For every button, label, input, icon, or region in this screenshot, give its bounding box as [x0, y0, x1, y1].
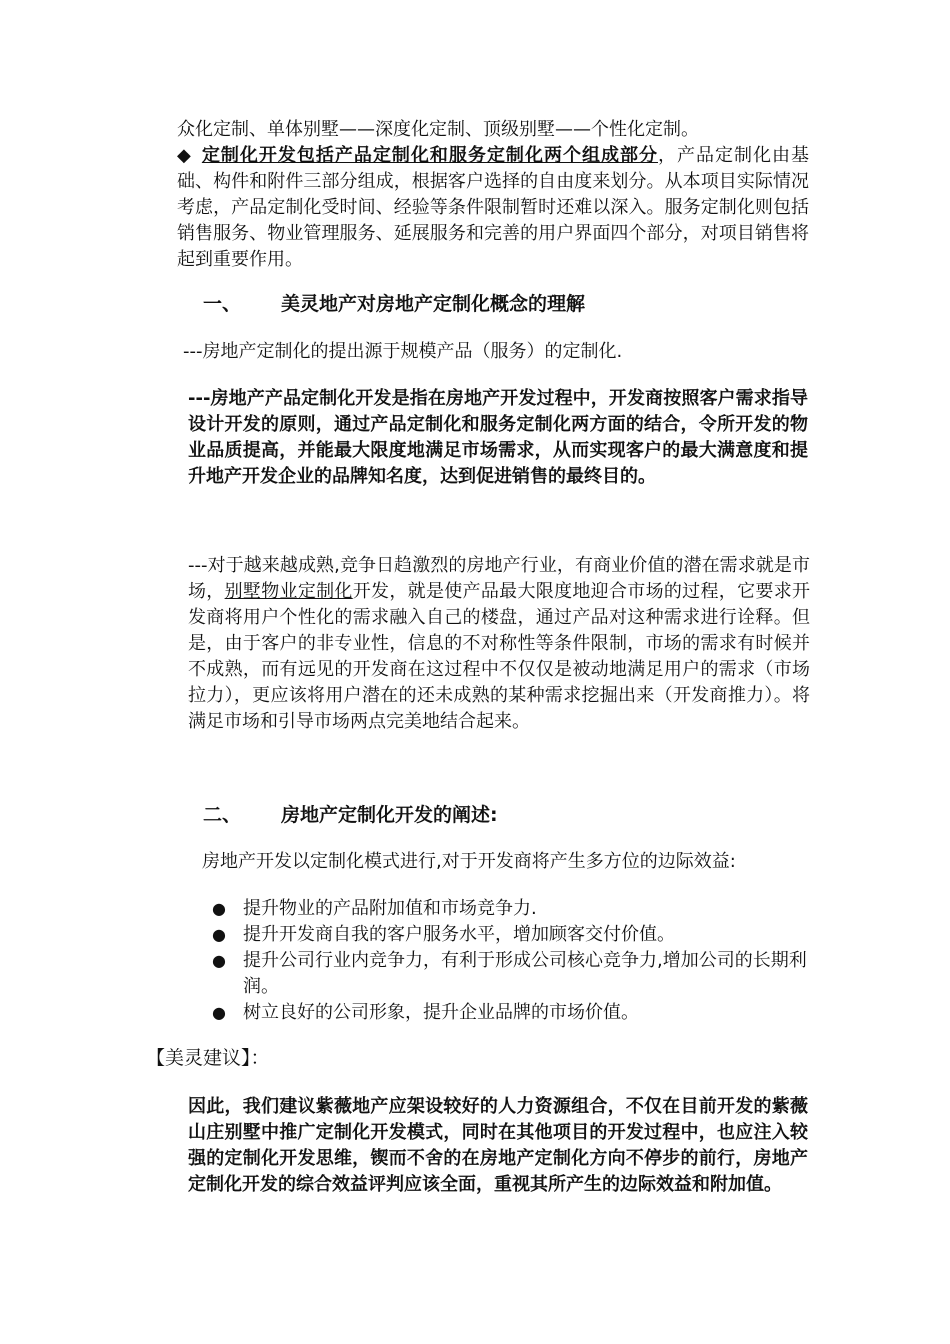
- bullet-dot-icon: ●: [212, 951, 226, 970]
- section2-intro: 房地产开发以定制化模式进行,对于开发商将产生多方位的边际效益:: [202, 851, 736, 872]
- list-item-text: 提升开发商自我的客户服务水平，增加顾客交付价值。: [243, 924, 675, 945]
- list-item: [205, 948, 810, 1000]
- list-item: [205, 896, 810, 922]
- section1-number: 一、: [203, 293, 242, 315]
- section2-title: 房地产定制化开发的阐述:: [281, 804, 498, 826]
- list-item-text: 提升物业的产品附加值和市场竞争力.: [243, 898, 537, 919]
- bullet-dot-icon: ●: [212, 925, 226, 944]
- section1-para3-underlined: 别墅物业定制化: [224, 581, 353, 602]
- section1-para2: ---房地产产品定制化开发是指在房地产开发过程中，开发商按照客户需求指导设计开发的原则，通过产品定制化和服务定制化两方面的结合，令所开发的物业品质提高，并能最大限度地满足市场需求，从而实现客户的最大满意度和提升地产开发企业的品牌知名度，达到促进销售的最终目的。: [188, 388, 808, 487]
- list-item: [205, 1000, 810, 1026]
- bullet-dot-icon: ●: [212, 899, 226, 918]
- intro-bold-statement: 定制化开发包括产品定制化和服务定制化两个组成部分: [201, 145, 658, 166]
- suggestion-paragraph: 因此，我们建议紫薇地产应架设较好的人力资源组合，不仅在目前开发的紫薇山庄别墅中推广定制化开发模式，同时在其他项目的开发过程中，也应注入较强的定制化开发思维，锲而不舍的在房地产定制化方向不停步的前行，房地产定制化开发的综合效益评判应该全面，重视其所产生的边际效益和附加值。: [188, 1096, 808, 1195]
- section1-heading: [203, 291, 585, 317]
- list-item: [205, 922, 810, 948]
- section1-title: 美灵地产对房地产定制化概念的理解: [281, 293, 586, 315]
- intro-line: 众化定制、单体别墅——深度化定制、顶级别墅——个性化定制。: [177, 119, 699, 140]
- suggestion-label: 【美灵建议】：: [146, 1047, 270, 1069]
- section1-para3-start: ---对于越来越成熟,竞争日趋激烈的房地产行业，有商业价值的潜在需求就是市场，: [188, 555, 810, 602]
- intro-paragraph: [177, 117, 809, 273]
- list-item-text: 树立良好的公司形象，提升企业品牌的市场价值。: [243, 1002, 639, 1023]
- section1-para3-end: 开发，就是使产品最大限度地迎合市场的过程，它要求开发商将用户个性化的需求融入自己的楼盘，通过产品对这种需求进行诠释。但是，由于客户的非专业性，信息的不对称性等条件限制，市场的需求有时候并不成熟，而有远见的开发商在这过程中不仅仅是被动地满足用户的需求（市场拉力），更应该将用户潜在的还未成熟的某种需求挖掘出来（开发商推力）。将满足市场和引导市场两点完美地结合起来。: [188, 581, 811, 732]
- list-item-text: 提升公司行业内竞争力，有利于形成公司核心竞争力,增加公司的长期利润。: [243, 950, 807, 997]
- benefit-list: [205, 896, 810, 1026]
- section1-para3: [188, 553, 810, 735]
- bullet-dot-icon: ●: [212, 1003, 226, 1022]
- section2-number: 二、: [203, 804, 242, 826]
- diamond-bullet-icon: ◆: [177, 145, 192, 166]
- intro-bullet-text: ，产品定制化由基础、构件和附件三部分组成，根据客户选择的自由度来划分。从本项目实际情况考虑，产品定制化受时间、经验等条件限制暂时还难以深入。服务定制化则包括销售服务、物业管理服务、延展服务和完善的用户界面四个部分，对项目销售将起到重要作用。: [177, 145, 810, 270]
- section1-para1: ---房地产定制化的提出源于规模产品（服务）的定制化.: [183, 341, 623, 362]
- section2-heading: [203, 802, 498, 828]
